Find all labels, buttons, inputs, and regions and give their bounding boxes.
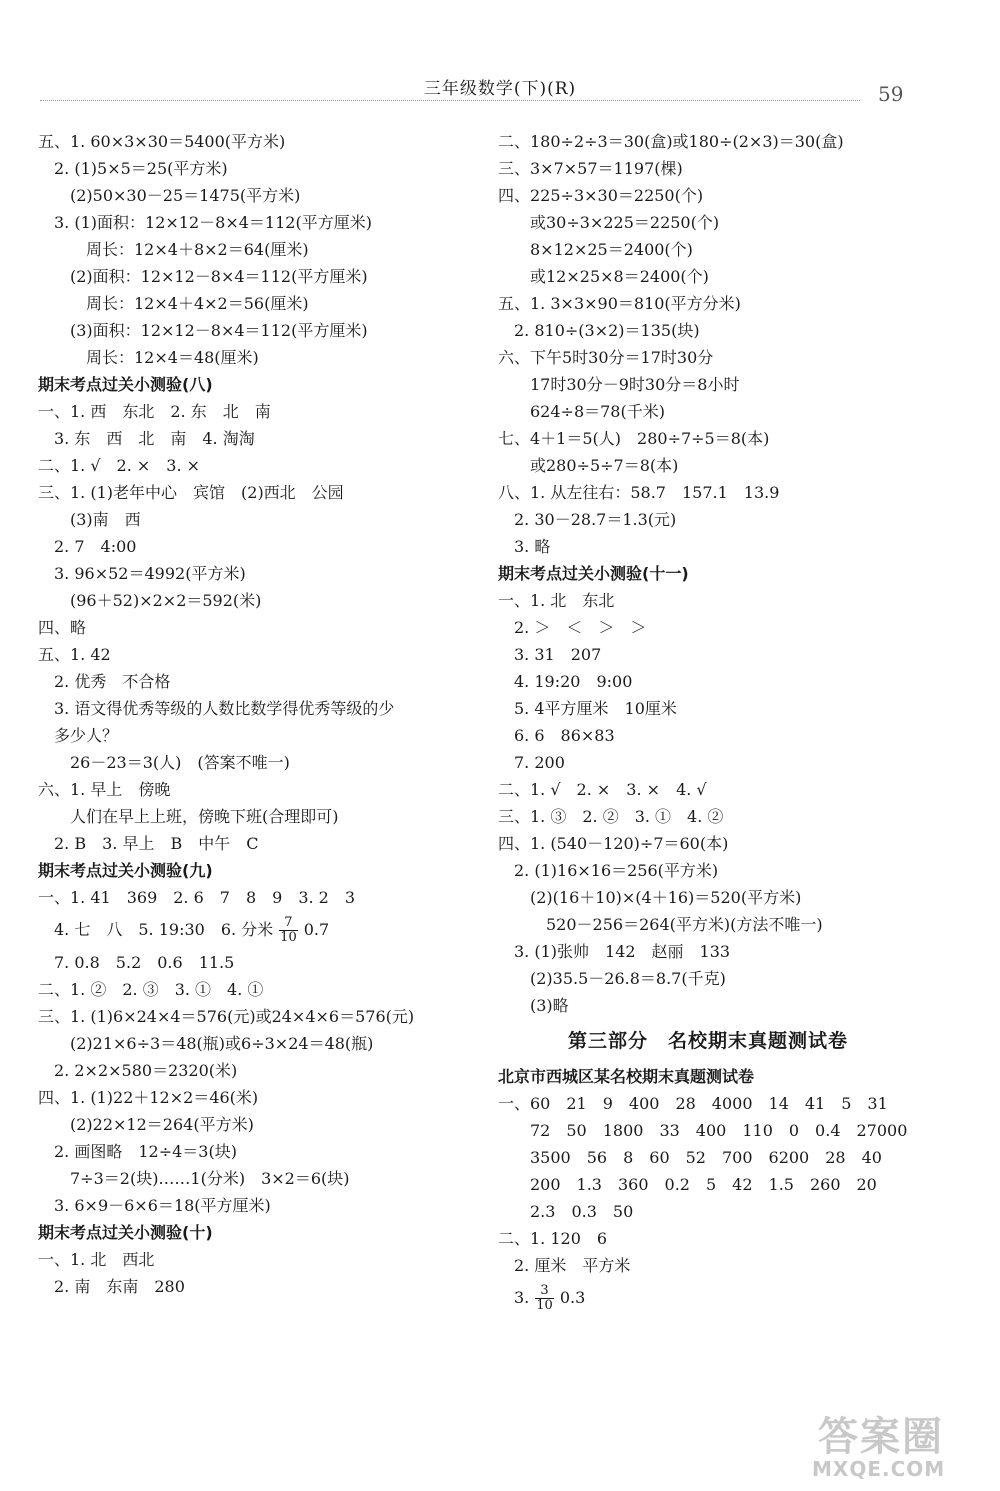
answer-line: 2.3 0.3 50: [498, 1202, 634, 1221]
answer-line: 或30÷3×225＝2250(个): [498, 213, 720, 232]
answer-line: 一、1. 西 东北 2. 东 北 南: [38, 402, 271, 421]
answer-line: 3. 略: [498, 537, 551, 556]
answer-line: 二、1. √ 2. × 3. ×: [38, 456, 201, 475]
answer-line: 四、略: [38, 618, 87, 637]
right-column: [498, 128, 918, 1317]
page-header-title: 三年级数学(下)(R): [423, 79, 577, 99]
answer-line: 2. 810÷(3×2)＝135(块): [498, 321, 700, 340]
answer-line: 2. 优秀 不合格: [38, 672, 171, 691]
answer-line: 2. (1)16×16＝256(平方米): [498, 861, 719, 880]
left-column: [38, 128, 478, 1300]
answer-line: (96＋52)×2×2＝592(米): [38, 591, 262, 610]
answer-line: (2)21×6÷3＝48(瓶)或6÷3×24＝48(瓶): [38, 1034, 374, 1053]
answer-line: 2. 30－28.7＝1.3(元): [498, 510, 677, 529]
answer-line: 200 1.3 360 0.2 5 42 1.5 260 20: [498, 1175, 877, 1194]
school-test-heading: 北京市西城区某名校期末真题测试卷: [498, 1067, 755, 1086]
answer-line: (2)(16＋10)×(4＋16)＝520(平方米): [498, 888, 802, 907]
fraction-prefix: 4. 七 八 5. 19:30 6. 分米: [38, 920, 274, 939]
answer-line: 五、1. 3×3×90＝810(平方分米): [498, 294, 741, 313]
answer-line: (2)35.5－26.8＝8.7(千克): [498, 969, 726, 988]
answer-line: 三、1. (1)老年中心 宾馆 (2)西北 公园: [38, 483, 344, 502]
fraction-suffix: 0.7: [303, 920, 330, 939]
answer-line: 人们在早上上班，傍晚下班(合理即可): [38, 807, 339, 826]
answer-line: 5. 4平方厘米 10厘米: [498, 699, 677, 718]
answer-line: 6. 6 86×83: [498, 726, 615, 745]
answer-line: 2. (1)5×5＝25(平方米): [38, 159, 228, 178]
answer-line: 或12×25×8＝2400(个): [498, 267, 709, 286]
answer-line: 四、1. (540－120)÷7＝60(本): [498, 834, 729, 853]
answer-line-fraction: [38, 911, 478, 949]
answer-line: 一、1. 北 东北: [498, 591, 615, 610]
answer-line: (3)南 西: [38, 510, 141, 529]
section-heading: 期末考点过关小测验(十一): [498, 564, 689, 583]
answer-line: 三、1. (1)6×24×4＝576(元)或24×4×6＝576(元): [38, 1007, 415, 1026]
section-heading: 期末考点过关小测验(十): [38, 1223, 213, 1242]
answer-line: 二、1. 120 6: [498, 1229, 608, 1248]
answer-line: 二、180÷2÷3＝30(盒)或180÷(2×3)＝30(盒): [498, 132, 844, 151]
answer-line: 五、1. 42: [38, 645, 111, 664]
section-heading: 期末考点过关小测验(八): [38, 375, 213, 394]
answer-line: 520－256＝264(平方米)(方法不唯一): [498, 915, 823, 934]
answer-line: 一、60 21 9 400 28 4000 14 41 5 31: [498, 1094, 888, 1113]
answer-line: 一、1. 41 369 2. 6 7 8 9 3. 2 3: [38, 888, 356, 907]
answer-line: 周长：12×4＝48(厘米): [38, 348, 259, 367]
fraction: [279, 916, 298, 945]
answer-line: 一、1. 北 西北: [38, 1250, 155, 1269]
answer-line: 六、下午5时30分＝17时30分: [498, 348, 714, 367]
answer-line: 多少人？: [38, 726, 119, 745]
answer-line: 周长：12×4＋4×2＝56(厘米): [38, 294, 309, 313]
answer-line: 四、225÷3×30＝2250(个): [498, 186, 704, 205]
answer-line: 7. 200: [498, 753, 565, 772]
answer-line: 3. 96×52＝4992(平方米): [38, 564, 246, 583]
answer-line: 六、1. 早上 傍晚: [38, 780, 171, 799]
answer-line: 2. 7 4:00: [38, 537, 137, 556]
answer-line: 3. (1)张帅 142 赵丽 133: [498, 942, 731, 961]
answer-line: 四、1. (1)22＋12×2＝46(米): [38, 1088, 259, 1107]
answer-line: (2)50×30－25＝1475(平方米): [38, 186, 301, 205]
answer-line: 2. 画图略 12÷4＝3(块): [38, 1142, 237, 1161]
fraction-denominator: 10: [280, 930, 297, 945]
fraction-prefix: 3.: [498, 1288, 530, 1307]
answer-line: 3. 6×9－6×6＝18(平方厘米): [38, 1196, 271, 1215]
answer-line: 或280÷5÷7＝8(本): [498, 456, 679, 475]
fraction-denominator: 10: [536, 1298, 553, 1313]
answer-line: 3. 东 西 北 南 4. 淘淘: [38, 429, 255, 448]
answer-line: 2. 厘米 平方米: [498, 1256, 631, 1275]
answer-line: 周长：12×4＋8×2＝64(厘米): [38, 240, 309, 259]
answer-line: 2. ＞ ＜ ＞ ＞: [498, 618, 647, 637]
answer-line: 3. (1)面积：12×12－8×4＝112(平方厘米): [38, 213, 372, 232]
answer-line: 3500 56 8 60 52 700 6200 28 40: [498, 1148, 882, 1167]
answer-line: 26－23＝3(人) (答案不唯一): [38, 753, 290, 772]
watermark-logo: 答案圈: [818, 1414, 944, 1460]
watermark: [790, 1405, 990, 1485]
page-number: 59: [878, 82, 904, 106]
answer-line: 17时30分－9时30分＝8小时: [498, 375, 740, 394]
answer-line: 72 50 1800 33 400 110 0 0.4 27000: [498, 1121, 908, 1140]
answer-line: 2. 2×2×580＝2320(米): [38, 1061, 238, 1080]
answer-line: 七、4＋1＝5(人) 280÷7÷5＝8(本): [498, 429, 770, 448]
answer-line: 8×12×25＝2400(个): [498, 240, 693, 259]
watermark-url: MXQE.COM: [812, 1457, 946, 1481]
answer-line: 3. 语文得优秀等级的人数比数学得优秀等级的少: [38, 699, 395, 718]
section-heading: 期末考点过关小测验(九): [38, 861, 213, 880]
answer-line: 三、1. ③ 2. ② 3. ① 4. ②: [498, 807, 724, 826]
part-title: 第三部分 名校期末真题测试卷: [567, 1030, 848, 1052]
answer-line: (3)面积：12×12－8×4＝112(平方厘米): [38, 321, 368, 340]
answer-line: 三、3×7×57＝1197(棵): [498, 159, 683, 178]
answer-line: 五、1. 60×3×30＝5400(平方米): [38, 132, 286, 151]
fraction-suffix: 0.3: [559, 1288, 586, 1307]
answer-line: (2)面积：12×12－8×4＝112(平方厘米): [38, 267, 368, 286]
answer-line: 八、1. 从左往右：58.7 157.1 13.9: [498, 483, 780, 502]
answer-line: 3. 31 207: [498, 645, 602, 664]
answer-line: 2. 南 东南 280: [38, 1277, 185, 1296]
answer-line: 7. 0.8 5.2 0.6 11.5: [38, 953, 235, 972]
answer-line: 二、1. ② 2. ③ 3. ① 4. ①: [38, 980, 264, 999]
answer-line: (3)略: [498, 996, 569, 1015]
answer-line-fraction: [498, 1279, 918, 1317]
answer-line: 7÷3＝2(块)……1(分米) 3×2＝6(块): [38, 1169, 350, 1188]
answer-line: 2. B 3. 早上 B 中午 C: [38, 834, 259, 853]
answer-line: 624÷8＝78(千米): [498, 402, 665, 421]
answer-line: 4. 19:20 9:00: [498, 672, 633, 691]
header-divider: [40, 100, 860, 101]
answer-line: (2)22×12＝264(平方米): [38, 1115, 254, 1134]
fraction: [535, 1284, 554, 1313]
answer-line: 二、1. √ 2. × 3. × 4. √: [498, 780, 707, 799]
fraction-numerator: 7: [279, 916, 298, 931]
fraction-numerator: 3: [535, 1284, 554, 1299]
